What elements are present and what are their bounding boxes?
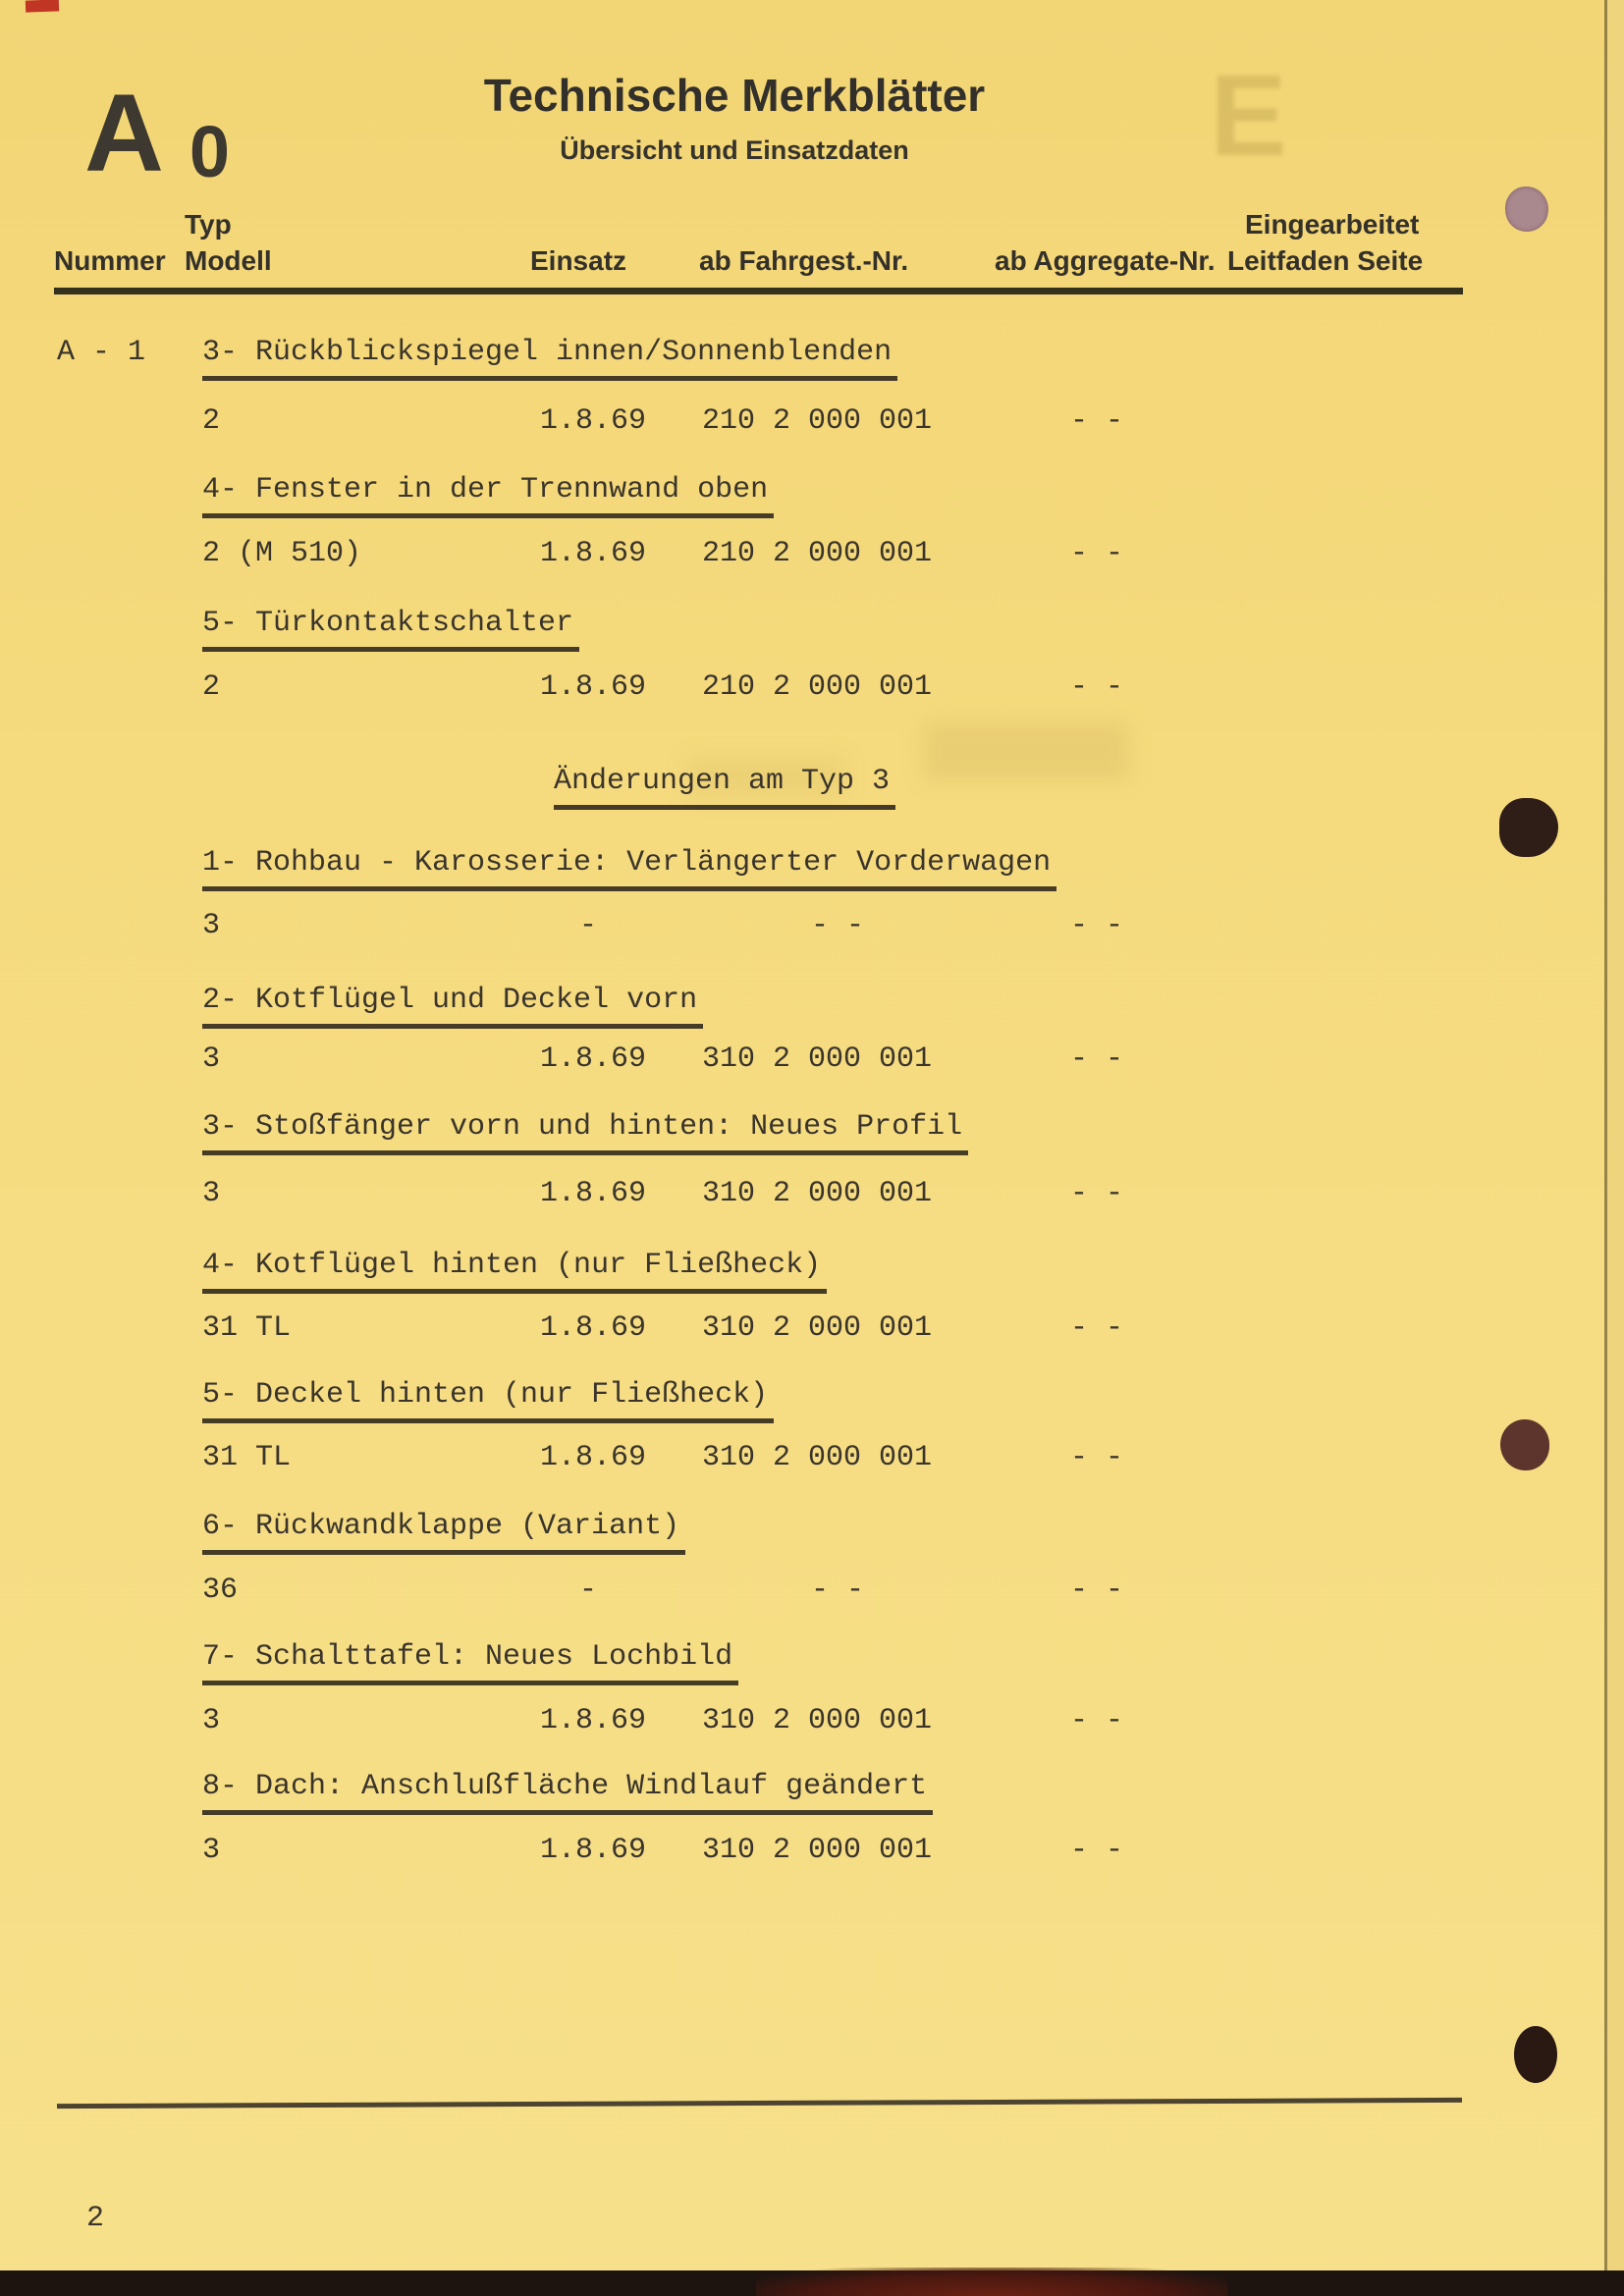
cell-einsatz: 1.8.69 <box>540 1441 647 1474</box>
page-number: 2 <box>86 2202 105 2235</box>
entry-item-label: 5- Türkontaktschalter <box>202 607 579 652</box>
scan-artifact-red-corner <box>26 0 59 13</box>
cell-aggregate: - - <box>1070 1177 1124 1210</box>
entry-code: A - 1 <box>57 336 146 369</box>
entry-item-label: 4- Kotflügel hinten (nur Fließheck) <box>202 1249 827 1294</box>
scanner-background-glow <box>756 2268 1227 2296</box>
cell-einsatz: 1.8.69 <box>540 537 647 570</box>
cell-einsatz: 1.8.69 <box>540 1834 647 1867</box>
col-header-nummer: Nummer <box>54 245 166 276</box>
cell-model: 31 TL <box>202 1311 292 1345</box>
cell-aggregate: - - <box>1070 1574 1124 1607</box>
cell-einsatz: 1.8.69 <box>540 670 647 704</box>
cell-fahrgest: 210 2 000 001 <box>702 404 933 438</box>
col-header-fahrgest: ab Fahrgest.-Nr. <box>699 245 909 276</box>
entry-heading <box>202 607 579 652</box>
entry-heading <box>202 1770 933 1815</box>
entry-heading <box>202 846 1056 891</box>
entry-item-label: 1- Rohbau - Karosserie: Verlängerter Vorderwagen <box>202 846 1056 891</box>
col-header-eingearbeitet: Eingearbeitet <box>1245 209 1420 240</box>
cell-einsatz: 1.8.69 <box>540 404 647 438</box>
col-header-leitfaden: Leitfaden Seite <box>1227 245 1424 276</box>
center-heading-label: Änderungen am Typ 3 <box>554 765 895 810</box>
cell-fahrgest: 310 2 000 001 <box>702 1042 933 1076</box>
page-title: Technische Merkblätter <box>483 70 986 121</box>
bleed-through-letter: E <box>1210 51 1287 181</box>
punch-hole <box>1505 187 1548 232</box>
table-row <box>202 1704 1194 1739</box>
cell-einsatz: 1.8.69 <box>540 1311 647 1345</box>
entry-heading <box>57 336 897 381</box>
entry-heading <box>202 1640 738 1685</box>
col-header-modell: Modell <box>185 245 272 276</box>
cell-einsatz: - <box>579 909 598 942</box>
table-row <box>202 670 1194 706</box>
cell-aggregate: - - <box>1070 404 1124 438</box>
entry-item-label: 7- Schalttafel: Neues Lochbild <box>202 1640 738 1685</box>
entry-item-label: 4- Fenster in der Trennwand oben <box>202 473 774 518</box>
cell-model: 31 TL <box>202 1441 292 1474</box>
cell-aggregate: - - <box>1070 1834 1124 1867</box>
cell-einsatz: 1.8.69 <box>540 1704 647 1737</box>
cell-aggregate: - - <box>1070 909 1124 942</box>
punch-hole <box>1514 2026 1557 2083</box>
entry-heading <box>202 1510 685 1555</box>
table-row <box>202 404 1194 440</box>
entry-item-label: 5- Deckel hinten (nur Fließheck) <box>202 1378 774 1423</box>
cell-fahrgest: 310 2 000 001 <box>702 1704 933 1737</box>
table-row <box>202 537 1194 572</box>
cell-fahrgest: - - <box>811 909 865 942</box>
cell-aggregate: - - <box>1070 1042 1124 1076</box>
entry-heading <box>202 1110 968 1155</box>
cell-fahrgest: 310 2 000 001 <box>702 1441 933 1474</box>
cell-einsatz: 1.8.69 <box>540 1177 647 1210</box>
cell-model: 3 <box>202 1704 221 1737</box>
table-row <box>202 1574 1194 1609</box>
entry-heading <box>202 984 703 1029</box>
entry-heading <box>202 473 774 518</box>
cell-model: 3 <box>202 1834 221 1867</box>
col-header-einsatz: Einsatz <box>530 245 627 276</box>
cell-model: 36 <box>202 1574 239 1607</box>
cell-model: 2 (M 510) <box>202 537 362 570</box>
page-subtitle: Übersicht und Einsatzdaten <box>560 135 909 165</box>
underlying-page-edge <box>1607 0 1624 2296</box>
cell-aggregate: - - <box>1070 670 1124 704</box>
section-code-letter: A <box>84 72 164 194</box>
cell-model: 3 <box>202 1177 221 1210</box>
entry-item-label: 6- Rückwandklappe (Variant) <box>202 1510 685 1555</box>
entry-item-label: 3- Rückblickspiegel innen/Sonnenblenden <box>202 336 897 381</box>
entry-item-label: 8- Dach: Anschlußfläche Windlauf geändert <box>202 1770 933 1815</box>
section-code-digit: 0 <box>189 110 231 192</box>
cell-aggregate: - - <box>1070 1704 1124 1737</box>
cell-aggregate: - - <box>1070 537 1124 570</box>
cell-model: 3 <box>202 1042 221 1076</box>
table-row <box>202 1042 1194 1078</box>
cell-einsatz: 1.8.69 <box>540 1042 647 1076</box>
cell-model: 2 <box>202 404 221 438</box>
col-header-aggregate: ab Aggregate-Nr. <box>995 245 1216 276</box>
cell-einsatz: - <box>579 1574 598 1607</box>
cell-aggregate: - - <box>1070 1311 1124 1345</box>
table-row <box>202 909 1194 944</box>
table-row <box>202 1177 1194 1212</box>
table-row <box>202 1311 1194 1347</box>
entry-heading <box>202 1249 827 1294</box>
cell-model: 2 <box>202 670 221 704</box>
col-header-typ: Typ <box>185 209 232 240</box>
entry-heading <box>202 1378 774 1423</box>
center-heading <box>554 765 895 810</box>
entry-item-label: 3- Stoßfänger vorn und hinten: Neues Profil <box>202 1110 968 1155</box>
cell-model: 3 <box>202 909 221 942</box>
table-row <box>202 1834 1194 1869</box>
cell-fahrgest: 310 2 000 001 <box>702 1177 933 1210</box>
entry-item-label: 2- Kotflügel und Deckel vorn <box>202 984 703 1029</box>
cell-fahrgest: 310 2 000 001 <box>702 1311 933 1345</box>
cell-aggregate: - - <box>1070 1441 1124 1474</box>
cell-fahrgest: 310 2 000 001 <box>702 1834 933 1867</box>
punch-hole <box>1500 1419 1549 1470</box>
punch-hole <box>1499 798 1558 857</box>
cell-fahrgest: 210 2 000 001 <box>702 537 933 570</box>
cell-fahrgest: 210 2 000 001 <box>702 670 933 704</box>
cell-fahrgest: - - <box>811 1574 865 1607</box>
table-row <box>202 1441 1194 1476</box>
